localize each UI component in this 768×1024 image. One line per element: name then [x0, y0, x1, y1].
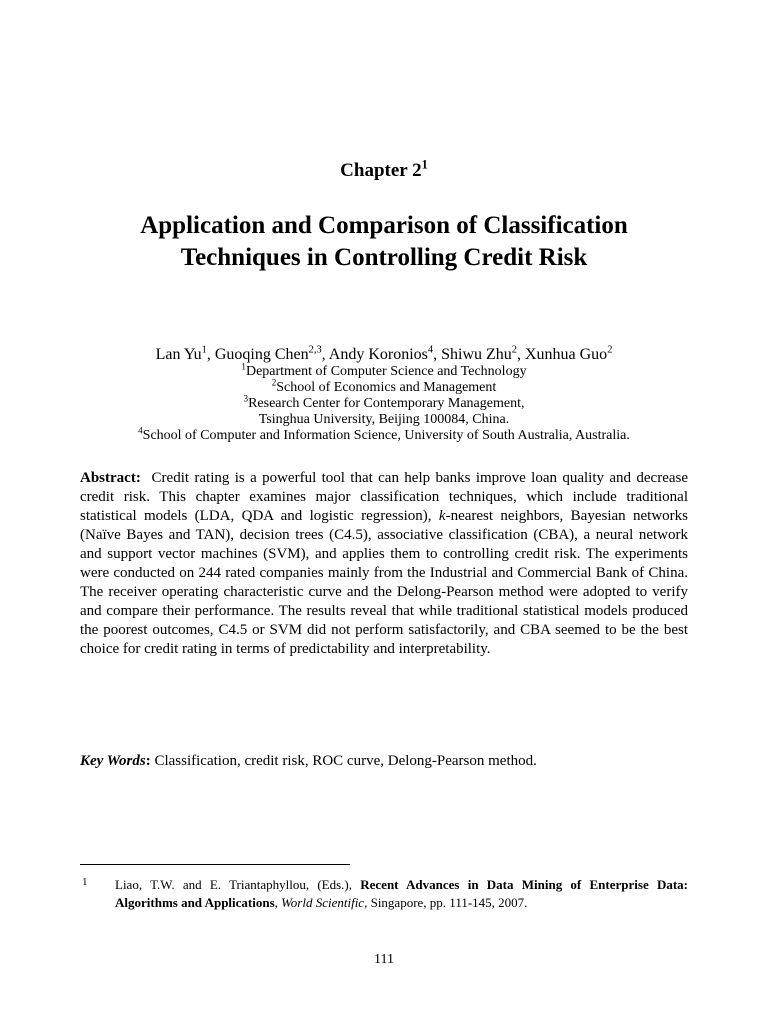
chapter-heading [0, 157, 768, 182]
affiliation-text: Department of Computer Science and Technology [245, 364, 527, 379]
author-affil-mark: 2,3 [308, 344, 322, 356]
author-separator: , [321, 346, 329, 363]
affiliation-mark: 2 [271, 377, 277, 388]
author-separator: , [433, 346, 442, 363]
chapter-footnote-mark: 1 [421, 157, 428, 172]
keywords [80, 753, 688, 770]
author-affil-mark: 2 [511, 344, 517, 356]
author-affil-mark: 4 [427, 344, 434, 356]
author-name: Andy Koronios [328, 346, 428, 363]
author-name: Guoqing Chen [214, 346, 309, 363]
affiliation-text: School of Computer and Information Science, University of South Australia, Australia. [142, 428, 630, 443]
affiliation-text: Research Center for Contemporary Management, [248, 396, 525, 411]
abstract-text-cont: -nearest neighbors, Bayesian networks (Naïve Bayes and TAN), decision trees (C4.5), associative classification (CBA), a neural network and support vector machines (SVM), and applies them to controlling credit risk. The experiments were conducted on 244 rated companies mainly from the Industrial and Commercial Bank of China. The receiver operating characteristic curve and the Delong-Pearson method were adopted to verify and compare their performance. The results reveal that while traditional statistical models produced the poorest outcomes, C4.5 or SVM did not perform satisfactorily, and CBA seemed to be the best choice for credit rating in terms of predictability and interpretability. [80, 508, 688, 657]
author-separator: , [206, 346, 215, 363]
affiliation-mark: 1 [241, 361, 246, 372]
keywords-label: Key Words [80, 753, 146, 769]
footnote-mark: 1 [82, 876, 88, 888]
footnote-details: , Singapore, pp. 111-145, 2007. [364, 894, 528, 910]
footnote-divider [80, 864, 350, 865]
affiliation [0, 412, 768, 428]
abstract [80, 469, 688, 659]
affiliation-text: Tsinghua University, Beijing 100084, China. [258, 412, 510, 427]
author-name: Xunhua Guo [524, 346, 608, 363]
author-line [0, 346, 768, 364]
author-affil-mark: 1 [201, 344, 207, 356]
title-line-1: Application and Comparison of Classification [140, 212, 628, 239]
affiliation-mark: 3 [243, 393, 249, 404]
title-line-2: Techniques in Controlling Credit Risk [180, 244, 588, 271]
affiliation-mark: 4 [138, 425, 143, 436]
author-name: Shiwu Zhu [441, 346, 512, 363]
chapter-label: Chapter 2 [340, 160, 422, 181]
abstract-k: k [438, 508, 446, 524]
footnote-publisher: World Scientific [281, 894, 365, 910]
footnote-editors: Liao, T.W. and E. Triantaphyllou, (Eds.), [115, 877, 361, 892]
footnote-book-title: Recent Advances in Data Mining of Enterprise Data: Algorithms and Applications [115, 877, 688, 910]
footnote-separator: , [274, 894, 282, 910]
affiliation [0, 425, 768, 444]
abstract-text: Credit rating is a powerful tool that can help banks improve loan quality and decrease credit risk. This chapter examines major classification techniques, which include traditional statistical models (LDA, QDA and logistic regression), [80, 470, 689, 524]
affiliation-text: School of Economics and Management [276, 380, 497, 395]
keywords-colon: : [145, 753, 151, 769]
paper-title [0, 210, 768, 274]
author-affil-mark: 2 [607, 344, 613, 356]
affiliation [0, 393, 768, 412]
author-block [0, 346, 768, 444]
keywords-text: Classification, credit risk, ROC curve, Delong-Pearson method. [150, 753, 537, 769]
affiliation [0, 361, 768, 380]
author-separator: , [516, 346, 525, 363]
footnote-text [115, 876, 688, 911]
abstract-label: Abstract: [80, 470, 141, 486]
affiliation [0, 377, 768, 396]
page-number: 111 [374, 952, 394, 967]
author-name: Lan Yu [155, 346, 202, 363]
